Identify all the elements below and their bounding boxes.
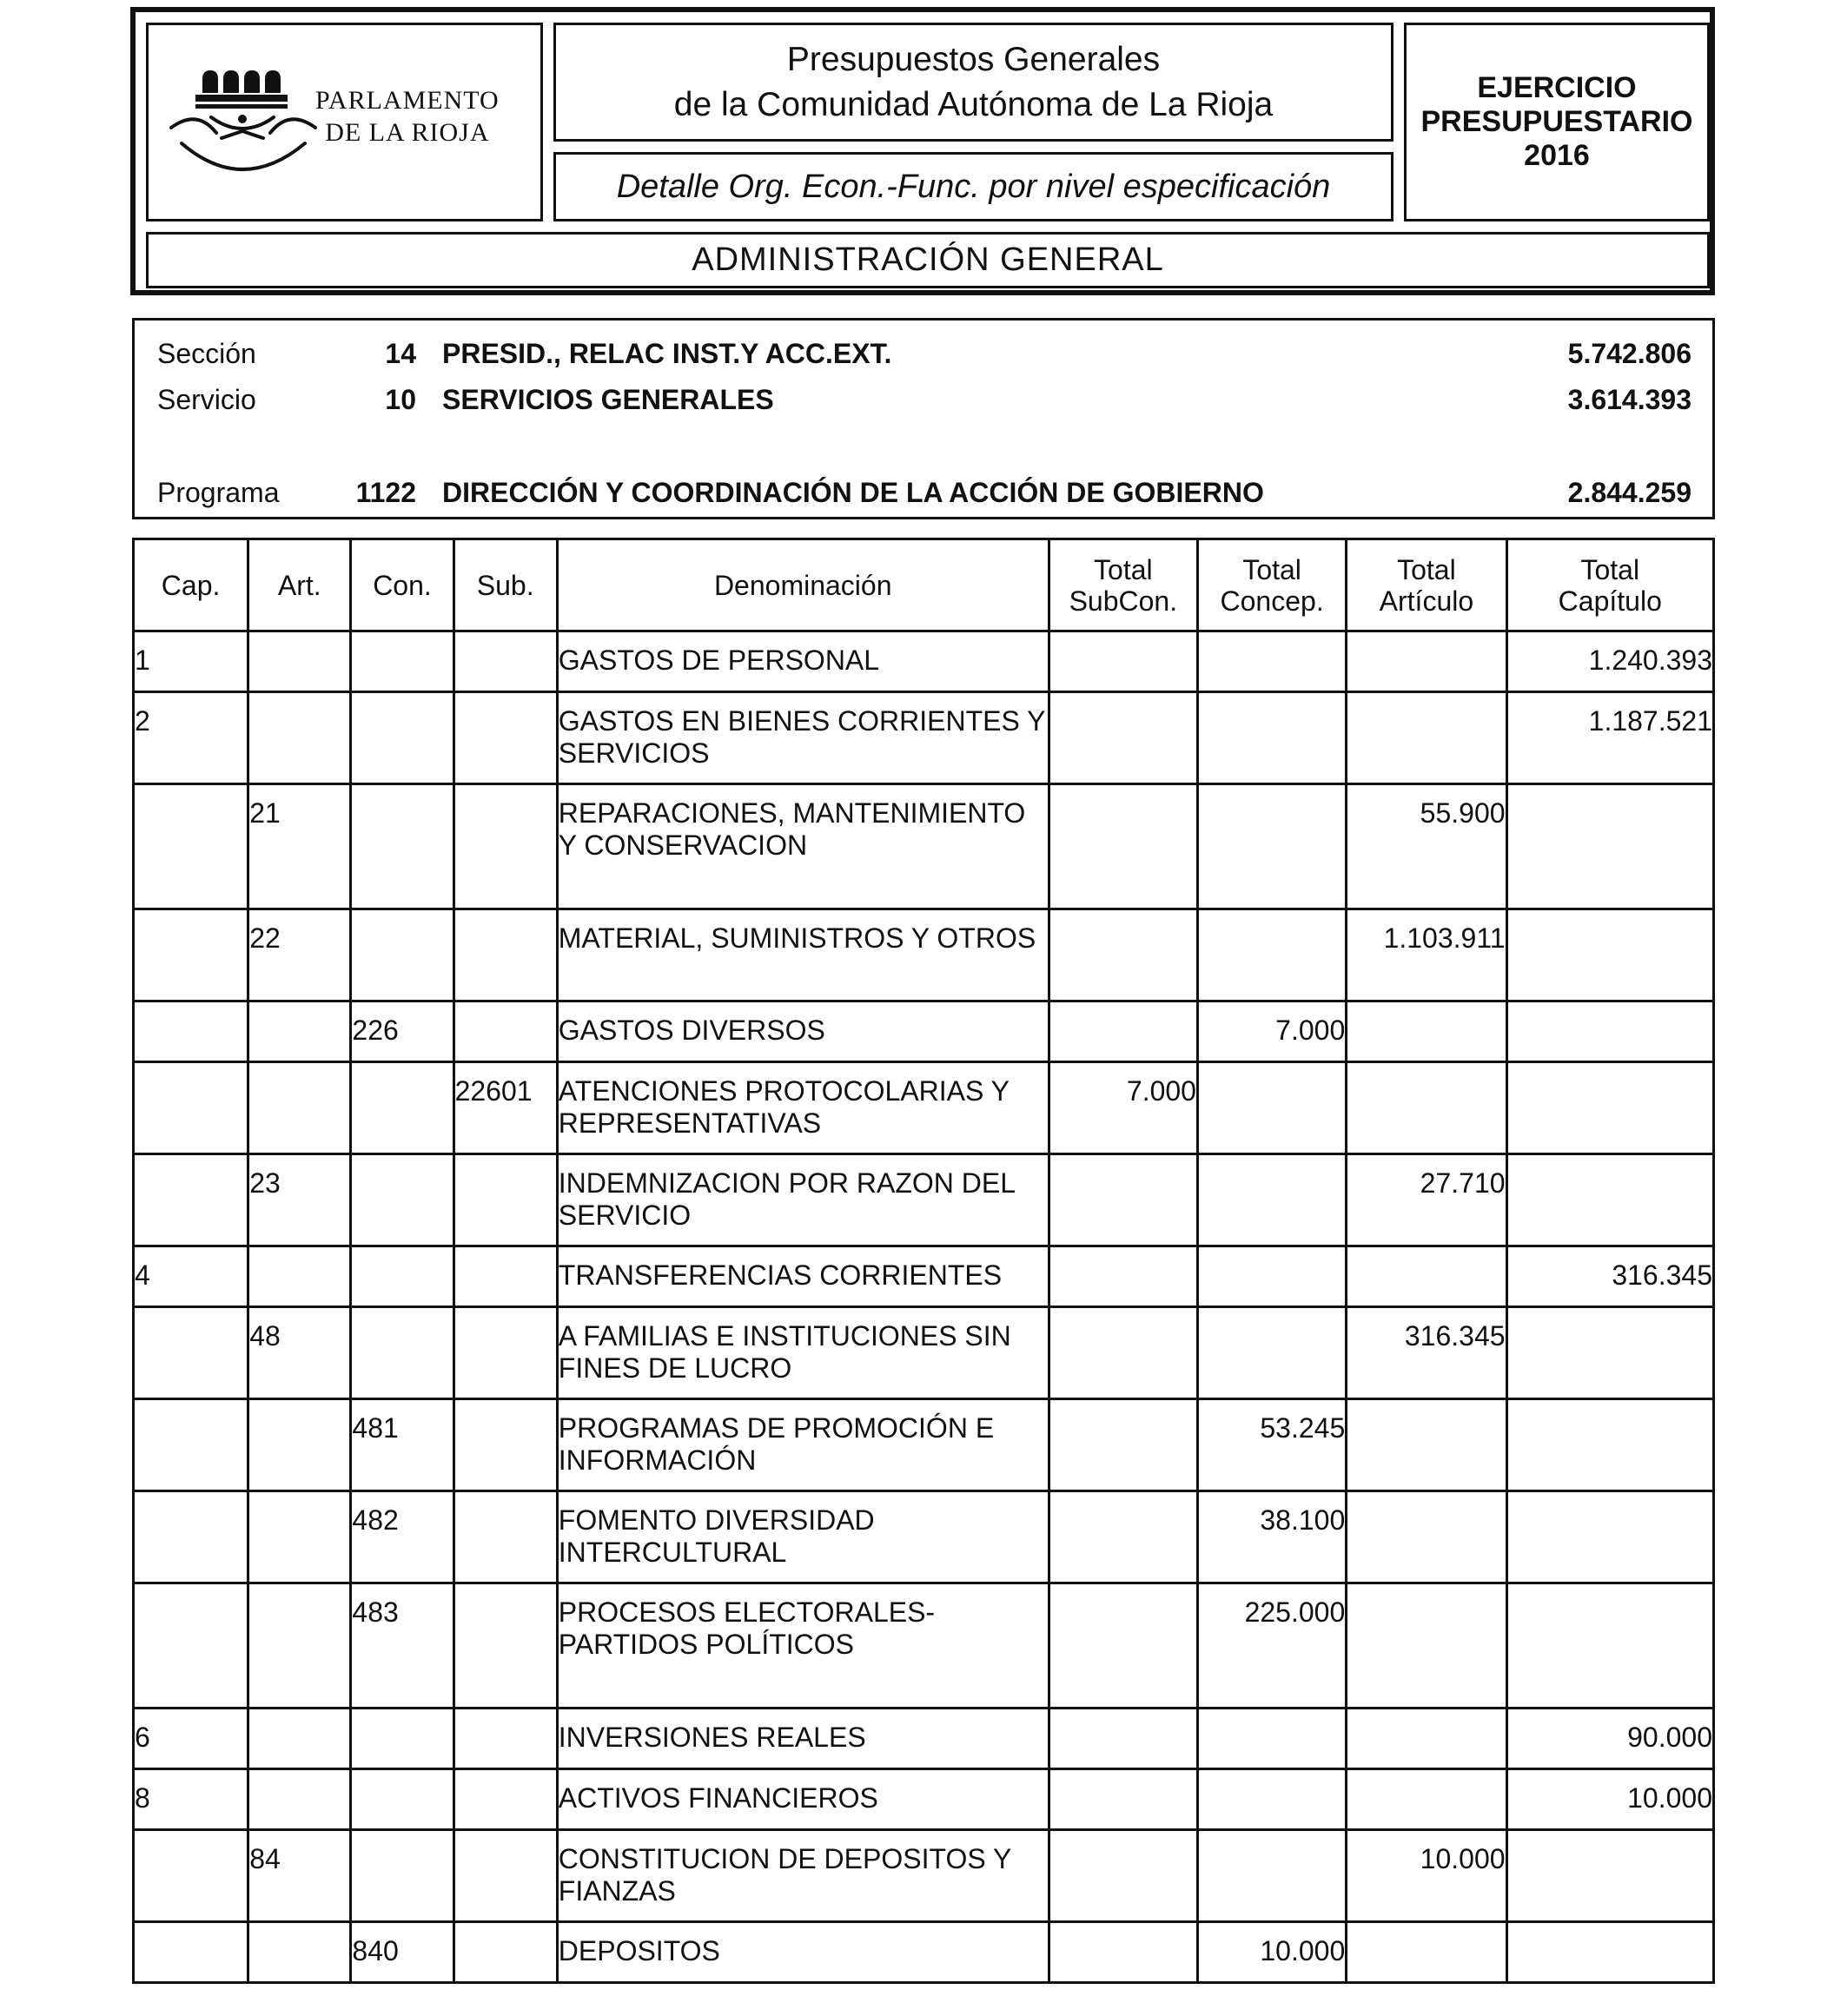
cell-total-articulo [1347,1583,1506,1709]
cell-cap [134,784,248,909]
cell-total-concep [1197,909,1346,1001]
cell-cap [134,1154,248,1246]
cell-art [248,1769,351,1830]
cell-total-concep [1197,1830,1346,1922]
cell-sub [453,1922,557,1983]
cell-total-capitulo [1506,784,1713,909]
cell-art [248,1583,351,1709]
cell-total-concep [1197,631,1346,692]
fiscal-year-box [1404,23,1710,221]
parliament-logo-icon [166,60,322,173]
servicio-row [135,384,1712,419]
cell-total-capitulo: 90.000 [1506,1709,1713,1769]
cell-total-concep [1197,784,1346,909]
cell-total-concep: 53.245 [1197,1399,1346,1491]
cell-total-capitulo [1506,1491,1713,1583]
cell-cap: 4 [134,1246,248,1307]
cell-cap [134,1001,248,1062]
table-row [134,1399,1714,1491]
subtitle-box [553,152,1394,221]
header-art: Art. [248,539,351,631]
header-sub: Sub. [453,539,557,631]
cell-total-concep: 225.000 [1197,1583,1346,1709]
cell-denominacion: TRANSFERENCIAS CORRIENTES [557,1246,1049,1307]
cell-art [248,1922,351,1983]
cell-art: 21 [248,784,351,909]
cell-denominacion: INVERSIONES REALES [557,1709,1049,1769]
cell-total-concep [1197,1062,1346,1154]
cell-sub [453,1246,557,1307]
table-row [134,1922,1714,1983]
cell-sub [453,1154,557,1246]
cell-cap [134,1307,248,1399]
cell-total-articulo: 27.710 [1347,1154,1506,1246]
budget-table [132,538,1715,1984]
cell-total-articulo: 316.345 [1347,1307,1506,1399]
cell-con [351,1830,453,1922]
header-denominacion: Denominación [557,539,1049,631]
header-con: Con. [351,539,453,631]
cell-total-concep [1197,1709,1346,1769]
cell-total-subcon [1049,1001,1197,1062]
fiscal-year-value: 2016 [1524,139,1590,172]
cell-denominacion: MATERIAL, SUMINISTROS Y OTROS [557,909,1049,1001]
cell-art: 23 [248,1154,351,1246]
cell-sub [453,1001,557,1062]
cell-cap [134,1399,248,1491]
table-row [134,1491,1714,1583]
cell-total-articulo [1347,1399,1506,1491]
cell-cap [134,1922,248,1983]
cell-total-capitulo: 1.240.393 [1506,631,1713,692]
cell-denominacion: PROGRAMAS DE PROMOCIÓN E INFORMACIÓN [557,1399,1049,1491]
programa-value: 2.844.259 [1567,477,1691,508]
seccion-name: PRESID., RELAC INST.Y ACC.EXT. [442,338,892,369]
cell-con: 226 [351,1001,453,1062]
header-total-capitulo: Total Capítulo [1506,539,1713,631]
logo-line-1: PARLAMENTO [315,86,500,115]
cell-total-subcon [1049,1769,1197,1830]
cell-con: 483 [351,1583,453,1709]
document-header [130,7,1715,295]
cell-art [248,1399,351,1491]
cell-cap: 2 [134,692,248,784]
cell-denominacion: DEPOSITOS [557,1922,1049,1983]
cell-sub [453,1307,557,1399]
header-cap: Cap. [134,539,248,631]
cell-total-capitulo [1506,1001,1713,1062]
cell-total-articulo [1347,1491,1506,1583]
cell-total-subcon [1049,1830,1197,1922]
programa-code: 1122 [355,477,416,508]
cell-denominacion: GASTOS DIVERSOS [557,1001,1049,1062]
cell-total-capitulo [1506,1922,1713,1983]
header-total-subcon: Total SubCon. [1049,539,1197,631]
cell-art [248,1062,351,1154]
cell-cap: 6 [134,1709,248,1769]
document-subtitle: Detalle Org. Econ.-Func. por nivel especificación [616,168,1331,205]
cell-art [248,1001,351,1062]
servicio-value: 3.614.393 [1567,384,1691,415]
table-row [134,631,1714,692]
cell-cap: 8 [134,1769,248,1830]
cell-con: 482 [351,1491,453,1583]
cell-con [351,1246,453,1307]
cell-sub [453,692,557,784]
cell-art: 48 [248,1307,351,1399]
cell-sub [453,784,557,909]
fiscal-year-line-1: EJERCICIO [1477,71,1637,104]
cell-con: 481 [351,1399,453,1491]
cell-denominacion: GASTOS DE PERSONAL [557,631,1049,692]
cell-total-subcon [1049,1709,1197,1769]
cell-art [248,1491,351,1583]
table-row [134,1583,1714,1709]
cell-con [351,784,453,909]
logo-text [315,84,500,149]
table-row [134,1769,1714,1830]
cell-total-concep [1197,692,1346,784]
servicio-label: Servicio [157,384,256,415]
header-total-articulo: Total Artículo [1347,539,1506,631]
cell-sub [453,909,557,1001]
cell-total-subcon [1049,631,1197,692]
cell-total-articulo [1347,1922,1506,1983]
servicio-code: 10 [385,384,416,415]
table-row [134,1830,1714,1922]
cell-cap [134,1830,248,1922]
cell-total-concep: 10.000 [1197,1922,1346,1983]
cell-cap [134,1491,248,1583]
cell-con [351,1769,453,1830]
cell-con [351,692,453,784]
cell-total-subcon [1049,1491,1197,1583]
cell-con [351,1307,453,1399]
cell-total-capitulo [1506,909,1713,1001]
cell-denominacion: ATENCIONES PROTOCOLARIAS Y REPRESENTATIVAS [557,1062,1049,1154]
seccion-code: 14 [385,338,416,369]
programa-row [135,477,1712,512]
cell-total-capitulo [1506,1154,1713,1246]
title-box [553,23,1394,142]
seccion-value: 5.742.806 [1567,338,1691,369]
cell-total-articulo [1347,1709,1506,1769]
cell-total-capitulo [1506,1307,1713,1399]
cell-total-articulo [1347,1062,1506,1154]
cell-total-articulo [1347,1246,1506,1307]
cell-total-articulo [1347,1769,1506,1830]
document-title-line-1: Presupuestos Generales [786,40,1161,78]
cell-sub [453,1709,557,1769]
cell-denominacion: GASTOS EN BIENES CORRIENTES Y SERVICIOS [557,692,1049,784]
section-summary [132,318,1715,519]
cell-art [248,631,351,692]
cell-con: 840 [351,1922,453,1983]
cell-total-concep: 38.100 [1197,1491,1346,1583]
cell-total-subcon [1049,1399,1197,1491]
cell-sub [453,1830,557,1922]
servicio-name: SERVICIOS GENERALES [442,384,774,415]
table-row [134,1709,1714,1769]
cell-denominacion: ACTIVOS FINANCIEROS [557,1769,1049,1830]
cell-denominacion: PROCESOS ELECTORALES-PARTIDOS POLÍTICOS [557,1583,1049,1709]
seccion-row [135,338,1712,373]
programa-name: DIRECCIÓN Y COORDINACIÓN DE LA ACCIÓN DE GOBIERNO [442,477,1264,508]
cell-total-capitulo: 316.345 [1506,1246,1713,1307]
table-row [134,1246,1714,1307]
cell-total-subcon [1049,909,1197,1001]
cell-con [351,1154,453,1246]
cell-cap: 1 [134,631,248,692]
cell-total-concep [1197,1307,1346,1399]
cell-con [351,631,453,692]
header-total-concep: Total Concep. [1197,539,1346,631]
table-row [134,1307,1714,1399]
cell-total-articulo [1347,1001,1506,1062]
cell-sub: 22601 [453,1062,557,1154]
cell-denominacion: FOMENTO DIVERSIDAD INTERCULTURAL [557,1491,1049,1583]
logo-line-2: DE LA RIOJA [325,118,490,147]
document-title-line-2: de la Comunidad Autónoma de La Rioja [673,85,1274,123]
cell-cap [134,1583,248,1709]
administration-box [146,232,1710,288]
cell-denominacion: REPARACIONES, MANTENIMIENTO Y CONSERVACION [557,784,1049,909]
cell-total-concep: 7.000 [1197,1001,1346,1062]
cell-total-subcon [1049,1922,1197,1983]
cell-total-concep [1197,1246,1346,1307]
cell-total-subcon [1049,1307,1197,1399]
cell-art [248,692,351,784]
cell-total-capitulo [1506,1583,1713,1709]
cell-cap [134,909,248,1001]
cell-total-subcon [1049,1154,1197,1246]
logo-box [146,23,543,221]
administration-title: ADMINISTRACIÓN GENERAL [692,241,1164,278]
seccion-label: Sección [157,338,256,369]
table-row [134,1154,1714,1246]
cell-denominacion: INDEMNIZACION POR RAZON DEL SERVICIO [557,1154,1049,1246]
fiscal-year-line-2: PRESUPUESTARIO [1420,105,1693,138]
cell-total-subcon [1049,1583,1197,1709]
cell-total-subcon: 7.000 [1049,1062,1197,1154]
cell-cap [134,1062,248,1154]
cell-total-capitulo [1506,1399,1713,1491]
cell-sub [453,1491,557,1583]
table-row [134,1001,1714,1062]
cell-total-articulo: 1.103.911 [1347,909,1506,1001]
cell-total-concep [1197,1154,1346,1246]
programa-label: Programa [157,477,280,508]
cell-sub [453,1583,557,1709]
cell-art: 84 [248,1830,351,1922]
cell-con [351,1709,453,1769]
table-row [134,1062,1714,1154]
cell-con [351,1062,453,1154]
cell-art: 22 [248,909,351,1001]
table-row [134,784,1714,909]
cell-total-subcon [1049,784,1197,909]
table-row [134,909,1714,1001]
cell-total-subcon [1049,692,1197,784]
cell-sub [453,1399,557,1491]
cell-total-articulo [1347,692,1506,784]
cell-total-articulo: 10.000 [1347,1830,1506,1922]
cell-sub [453,631,557,692]
cell-total-capitulo: 10.000 [1506,1769,1713,1830]
cell-total-articulo: 55.900 [1347,784,1506,909]
table-row [134,692,1714,784]
cell-total-capitulo: 1.187.521 [1506,692,1713,784]
cell-total-articulo [1347,631,1506,692]
cell-denominacion: CONSTITUCION DE DEPOSITOS Y FIANZAS [557,1830,1049,1922]
cell-sub [453,1769,557,1830]
cell-denominacion: A FAMILIAS E INSTITUCIONES SIN FINES DE LUCRO [557,1307,1049,1399]
cell-total-subcon [1049,1246,1197,1307]
cell-total-capitulo [1506,1830,1713,1922]
cell-total-concep [1197,1769,1346,1830]
cell-art [248,1709,351,1769]
cell-art [248,1246,351,1307]
table-header-row [134,539,1714,631]
cell-con [351,909,453,1001]
cell-total-capitulo [1506,1062,1713,1154]
